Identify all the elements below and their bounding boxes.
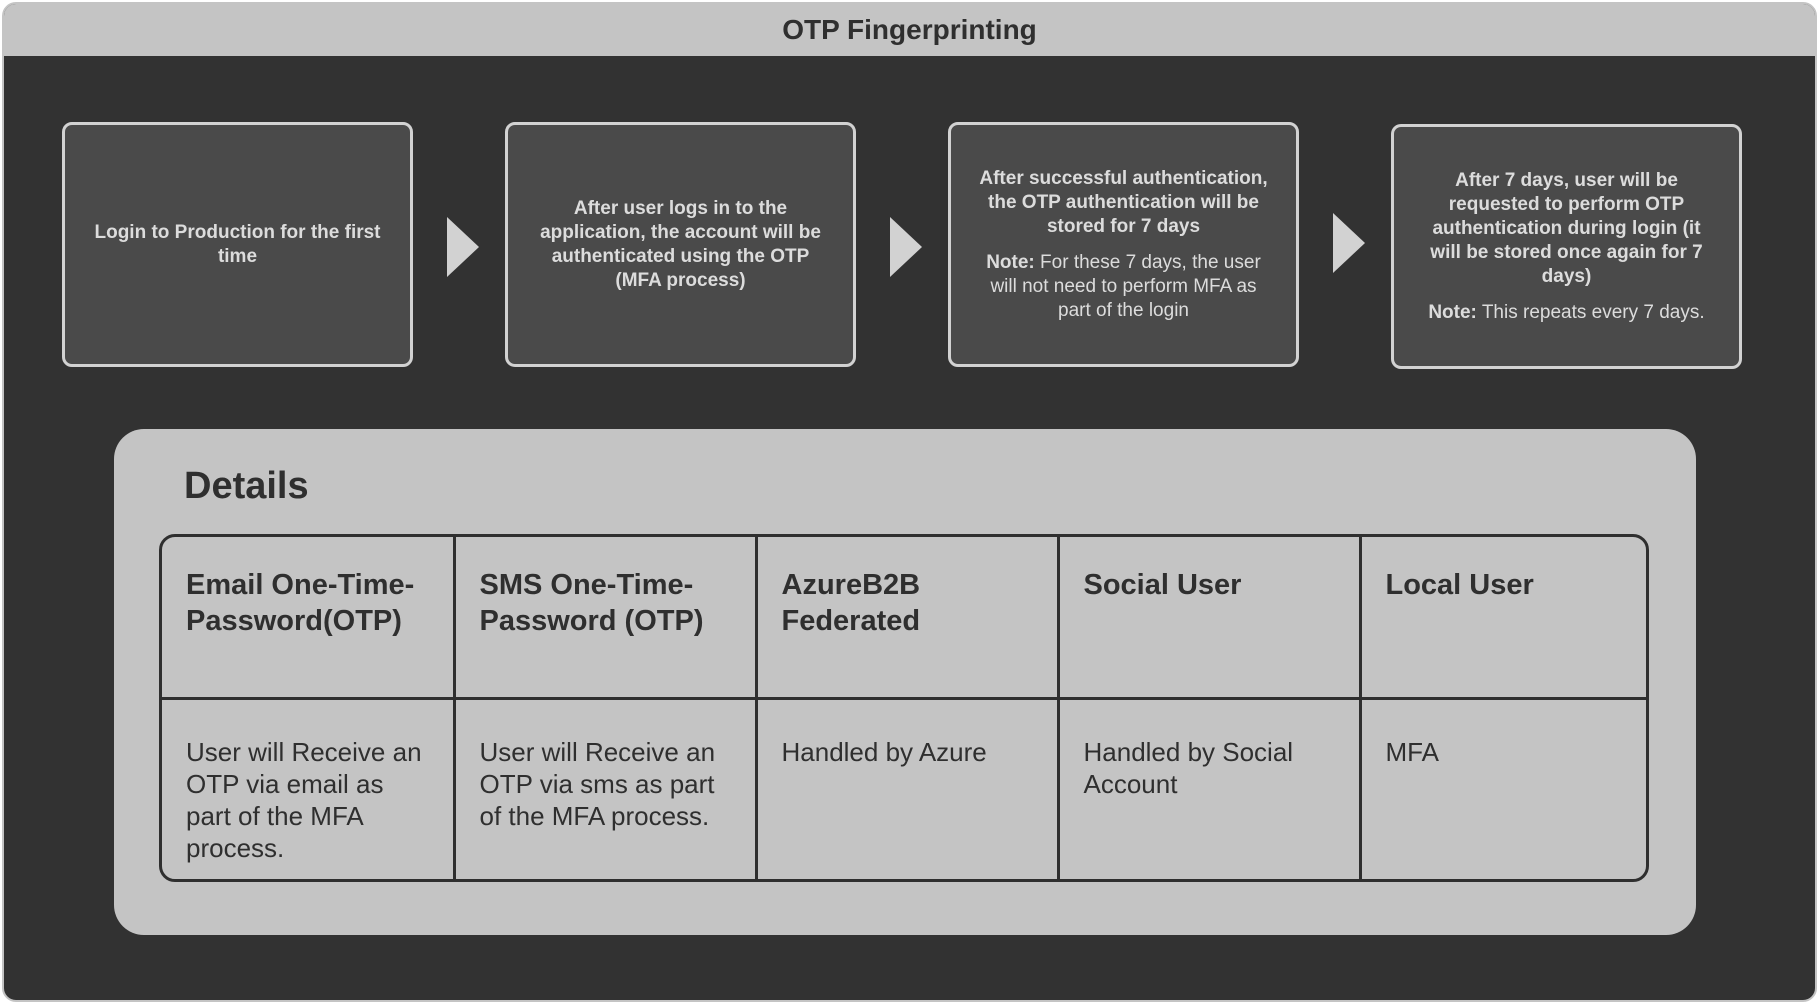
column-header: Email One-Time-Password(OTP) <box>162 537 454 699</box>
table-cell: User will Receive an OTP via sms as part of the MFA process. <box>454 699 756 880</box>
column-header: AzureB2B Federated <box>756 537 1058 699</box>
step-2-box <box>505 122 856 367</box>
column-header: SMS One-Time-Password (OTP) <box>454 537 756 699</box>
step-4-note-text: This repeats every 7 days. <box>1476 301 1705 323</box>
table-cell: MFA <box>1385 737 1439 767</box>
arrow-right-icon <box>890 217 922 277</box>
table-row <box>162 699 1646 880</box>
step-2-text: After user logs in to the application, the account will be authenticated using the OTP (MFA process) <box>540 197 821 291</box>
step-4-note <box>1428 301 1704 325</box>
step-4-box <box>1391 124 1742 369</box>
step-4-note-label: Note: <box>1428 301 1477 323</box>
step-4-text: After 7 days, user will be requested to perform OTP authentication during login (it will be stored once again for 7 days) <box>1430 169 1703 287</box>
details-table-frame <box>159 534 1649 882</box>
details-title: Details <box>184 465 309 507</box>
table-cell: Handled by Social Account <box>1058 699 1360 880</box>
arrow-right-icon <box>1333 213 1365 273</box>
arrow-right-icon <box>447 217 479 277</box>
step-3-note-label: Note: <box>986 251 1035 273</box>
step-3-box <box>948 122 1299 367</box>
table-cell: User will Receive an OTP via email as part of the MFA process. <box>162 699 454 880</box>
table-cell: Handled by Azure <box>756 699 1058 880</box>
column-header: Social User <box>1058 537 1360 699</box>
title-bar <box>4 4 1815 56</box>
details-table <box>162 537 1646 879</box>
step-3-text: After successful authentication, the OTP authentication will be stored for 7 days <box>979 167 1268 237</box>
diagram-title: OTP Fingerprinting <box>782 14 1037 45</box>
step-1-text: Login to Production for the first time <box>94 221 381 267</box>
step-3-note-text: For these 7 days, the user will not need to perform MFA as part of the login <box>990 251 1261 321</box>
details-panel <box>114 429 1696 935</box>
step-1-box <box>62 122 413 367</box>
step-3-note <box>975 251 1272 323</box>
table-header-row <box>162 537 1646 699</box>
diagram-window <box>2 2 1817 1002</box>
column-header: Local User <box>1360 537 1646 699</box>
